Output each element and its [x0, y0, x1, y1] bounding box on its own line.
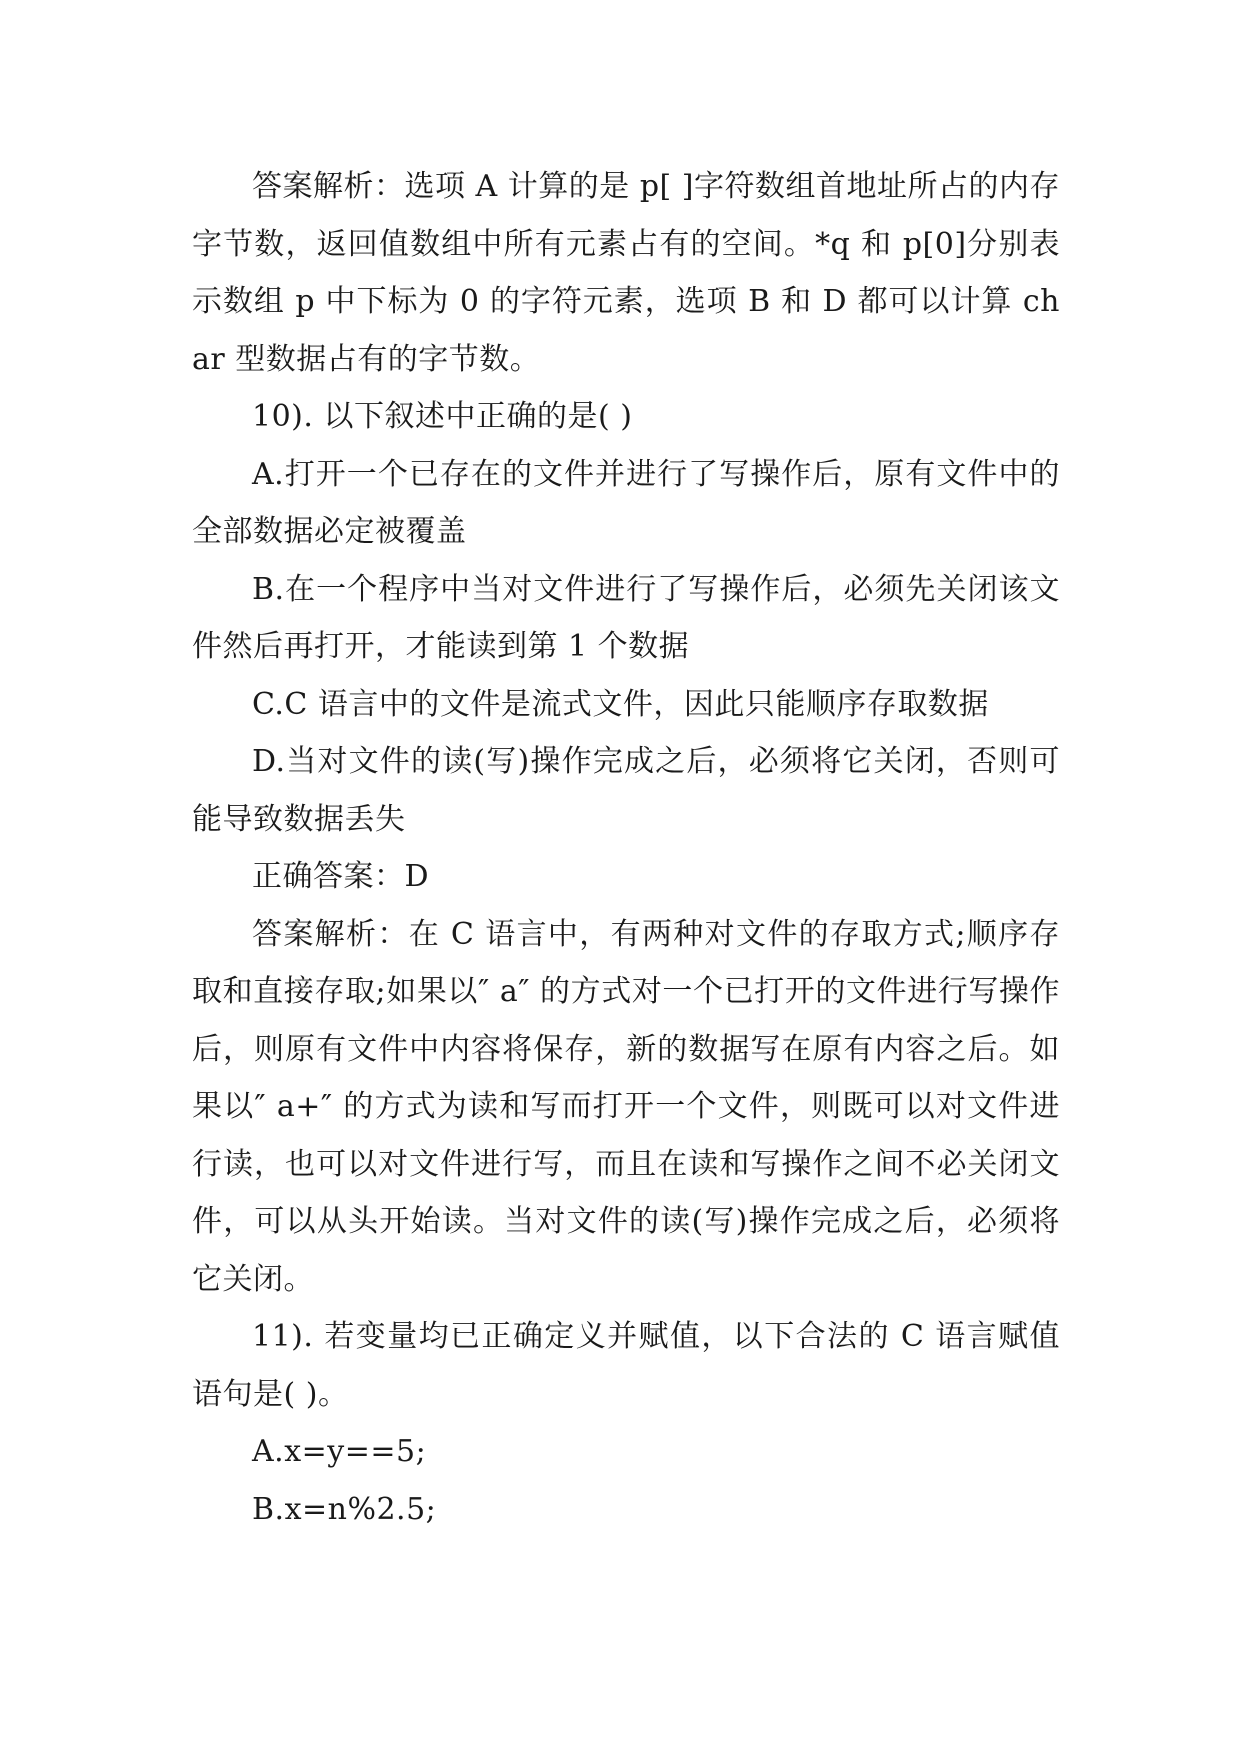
- document-page: [192, 158, 1060, 1538]
- question-11-option-a: A.x=y==5;: [252, 1434, 427, 1469]
- question-11-option-b: B.x=n%2.5;: [252, 1491, 437, 1527]
- question-10-correct-answer: 正确答案：D: [252, 859, 430, 894]
- question-10-option-c: C.C 语言中的文件是流式文件，因此只能顺序存取数据: [252, 686, 989, 722]
- question-10-option-a: A.打开一个已存在的文件并进行了写操作后，原有文件中的全部数据必定被覆盖: [192, 456, 1060, 549]
- question-10-option-d: D.当对文件的读(写)操作完成之后，必须将它关闭，否则可能导致数据丢失: [192, 744, 1060, 837]
- answer-explanation-10: 答案解析：在 C 语言中，有两种对文件的存取方式;顺序存取和直接存取;如果以″ a″ 的方式对一个已打开的文件进行写操作后，则原有文件中内容将保存，新的数据写在原有内容之后。如果以″ a+″ 的方式为读和写而打开一个文件，则既可以对文件进行读，也可以对文件进行写，而且在读和写操作之间不必关闭文件，可以从头开始读。当对文件的读(写)操作完成之后，必须将它关闭。: [192, 916, 1060, 1297]
- question-10-stem: 10). 以下叙述中正确的是( ): [252, 399, 633, 434]
- question-10-option-b: B.在一个程序中当对文件进行了写操作后，必须先关闭该文件然后再打开，才能读到第 1 个数据: [192, 571, 1060, 664]
- answer-explanation-9: 答案解析：选项 A 计算的是 p[ ]字符数组首地址所占的内存字节数，返回值数组中所有元素占有的空间。*q 和 p[0]分别表示数组 p 中下标为 0 的字符元素，选项 B 和 D 都可以计算 char 型数据占有的字节数。: [192, 169, 1060, 377]
- question-11-stem: 11). 若变量均已正确定义并赋值，以下合法的 C 语言赋值语句是( )。: [192, 1319, 1060, 1412]
